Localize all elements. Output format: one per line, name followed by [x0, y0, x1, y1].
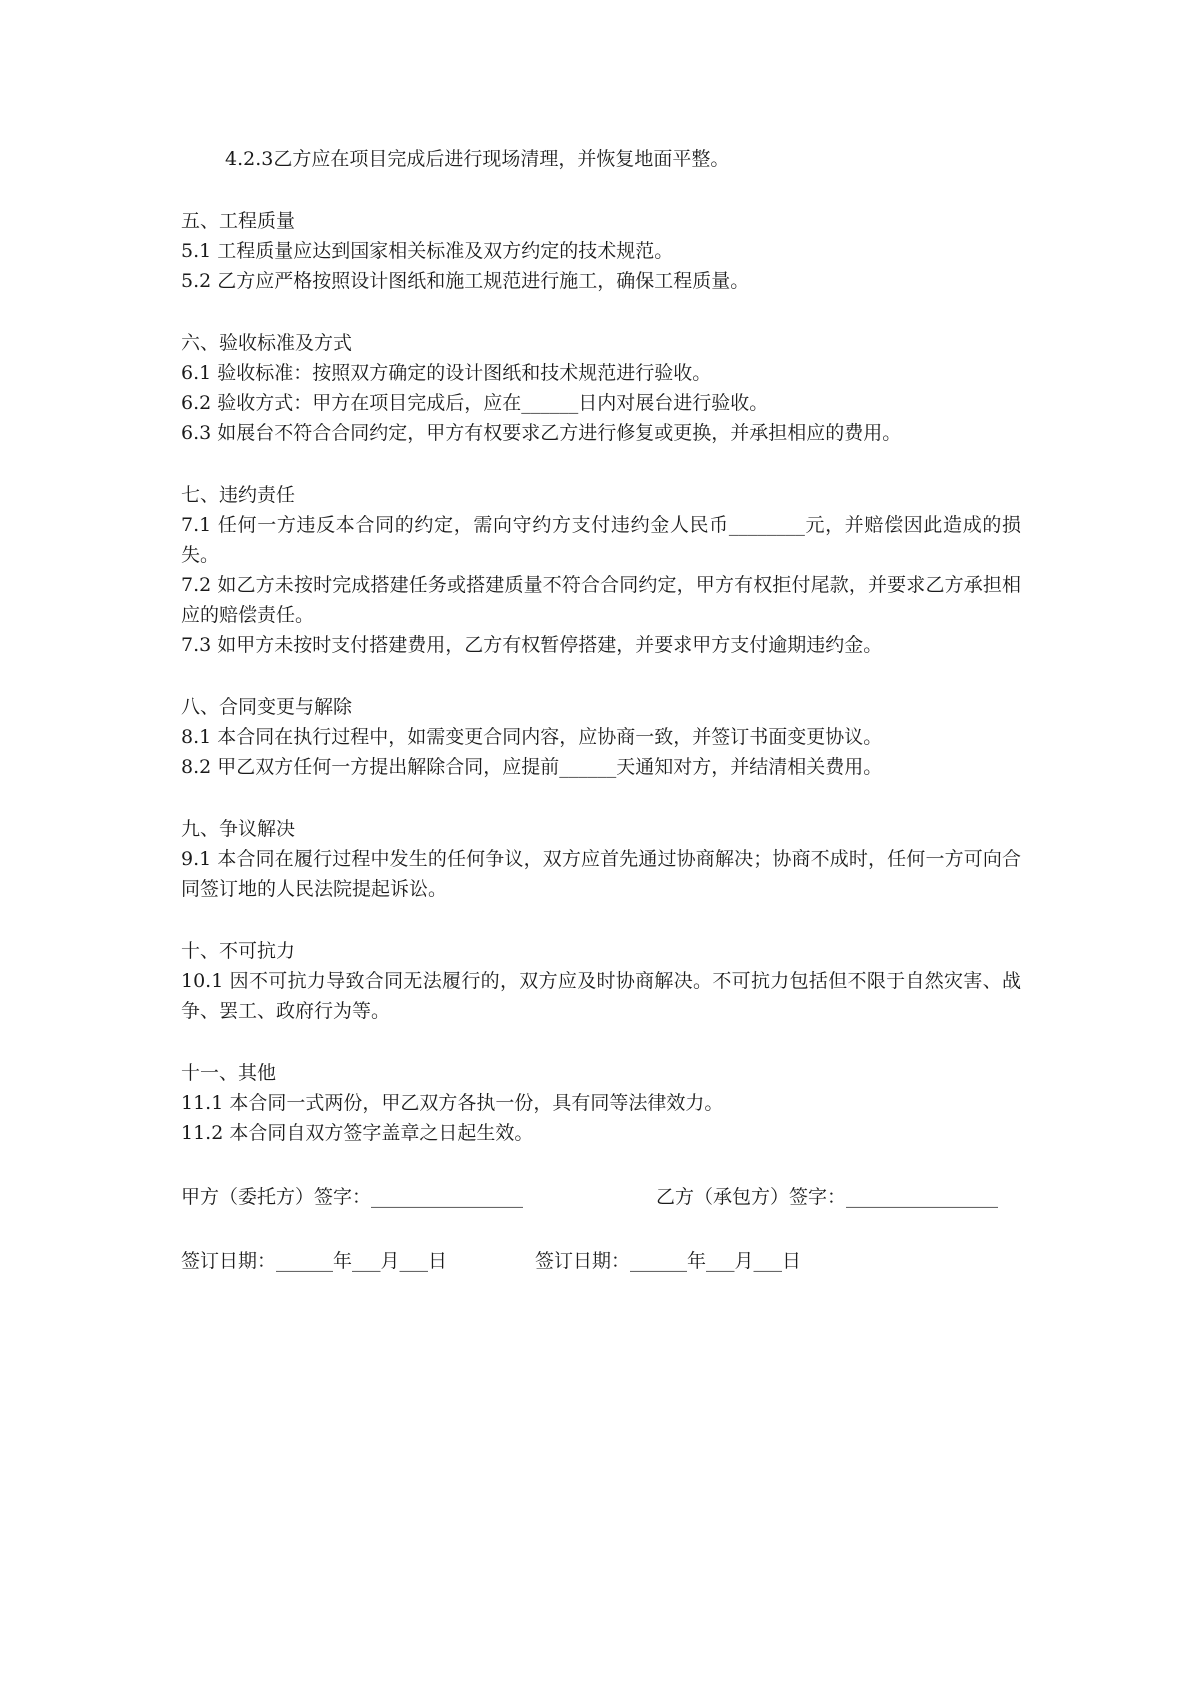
- clause: 5.1 工程质量应达到国家相关标准及双方约定的技术规范。: [181, 240, 674, 262]
- clause: 9.1 本合同在履行过程中发生的任何争议，双方应首先通过协商解决；协商不成时，任何一方可向合同签订地的人民法院提起诉讼。: [181, 848, 1021, 900]
- party-b-date: 签订日期：______年___月___日: [535, 1250, 802, 1272]
- contract-page: [181, 144, 1021, 1276]
- date-row: [181, 1246, 1021, 1276]
- clause: 6.1 验收标准：按照双方确定的设计图纸和技术规范进行验收。: [181, 362, 712, 384]
- clause: 8.2 甲乙双方任何一方提出解除合同，应提前______天通知对方，并结清相关费用。: [181, 756, 883, 778]
- section-force-majeure: [181, 936, 1021, 1026]
- party-b-signature: 乙方（承包方）签字：________________: [656, 1186, 999, 1208]
- clause: 5.2 乙方应严格按照设计图纸和施工规范进行施工，确保工程质量。: [181, 270, 750, 292]
- clause: 7.2 如乙方未按时完成搭建任务或搭建质量不符合合同约定，甲方有权拒付尾款，并要求乙方承担相应的赔偿责任。: [181, 574, 1021, 626]
- section-heading: 九、争议解决: [181, 818, 296, 840]
- clause: 7.3 如甲方未按时支付搭建费用，乙方有权暂停搭建，并要求甲方支付逾期违约金。: [181, 634, 883, 656]
- clause: 10.1 因不可抗力导致合同无法履行的，双方应及时协商解决。不可抗力包括但不限于自然灾害、战争、罢工、政府行为等。: [181, 970, 1021, 1022]
- clause: 6.2 验收方式：甲方在项目完成后，应在______日内对展台进行验收。: [181, 392, 769, 414]
- party-a-date: 签订日期：______年___月___日: [181, 1250, 448, 1272]
- section-heading: 七、违约责任: [181, 484, 296, 506]
- section-heading: 十、不可抗力: [181, 940, 296, 962]
- clause: 6.3 如展台不符合合同约定，甲方有权要求乙方进行修复或更换，并承担相应的费用。: [181, 422, 902, 444]
- clause: 7.1 任何一方违反本合同的约定，需向守约方支付违约金人民币________元，并赔偿因此造成的损失。: [181, 514, 1021, 566]
- section-dispute: [181, 814, 1021, 904]
- section-quality: [181, 206, 1021, 296]
- party-a-signature: 甲方（委托方）签字：________________: [181, 1186, 524, 1208]
- section-other: [181, 1058, 1021, 1148]
- section-heading: 六、验收标准及方式: [181, 332, 353, 354]
- clause: 11.1 本合同一式两份，甲乙双方各执一份，具有同等法律效力。: [181, 1092, 724, 1114]
- clause-4-2-3: 4.2.3乙方应在项目完成后进行现场清理，并恢复地面平整。: [225, 148, 730, 170]
- section-heading: 五、工程质量: [181, 210, 296, 232]
- section-change-termination: [181, 692, 1021, 782]
- section-breach: [181, 480, 1021, 660]
- signature-row: [181, 1182, 1021, 1212]
- section-heading: 八、合同变更与解除: [181, 696, 353, 718]
- clause: 11.2 本合同自双方签字盖章之日起生效。: [181, 1122, 534, 1144]
- clause: 8.1 本合同在执行过程中，如需变更合同内容，应协商一致，并签订书面变更协议。: [181, 726, 883, 748]
- section-heading: 十一、其他: [181, 1062, 277, 1084]
- section-acceptance: [181, 328, 1021, 448]
